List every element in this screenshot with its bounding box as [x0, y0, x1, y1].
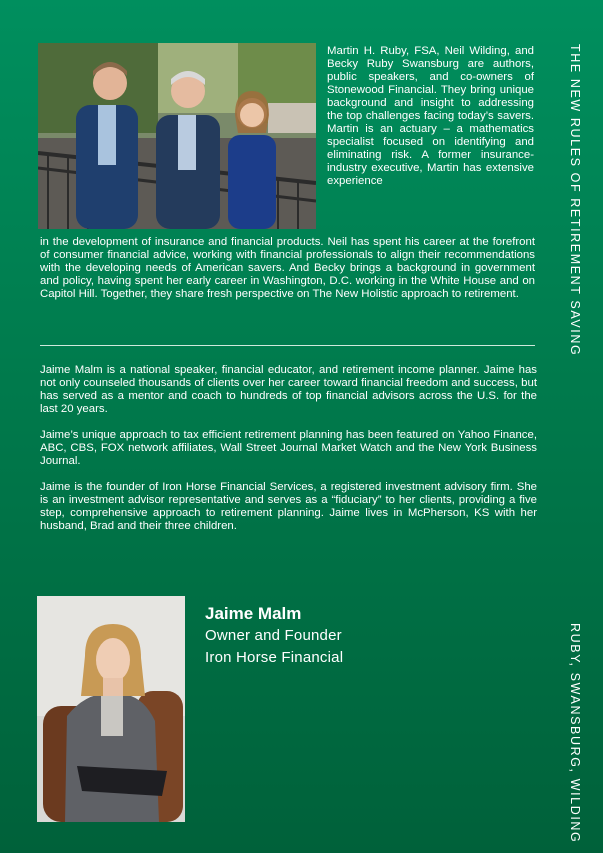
authors-bio-continued: in the development of insurance and financial products. Neil has spent his career at the forefront of consumer financial advice, working with financial professionals to align their recommendations with the developing needs of American savers. And Becky brings a background in government and policy, having spent her early career in Washington, D.C. working in the White House and on Capitol Hill. Together, they share fresh perspective on The New Holistic approach to retirement. — [40, 236, 535, 301]
jaime-malm-portrait — [37, 596, 185, 822]
bio-paragraph-2: Jaime’s unique approach to tax efficient retirement planning has been featured on Yahoo Finance, ABC, CBS, FOX network affiliates, Wall Street Journal Market Watch and the New York Business Journal. — [40, 429, 537, 468]
author-name: Jaime Malm — [205, 604, 302, 623]
author-name-block — [205, 603, 343, 669]
authors-bio-intro: Martin H. Ruby, FSA, Neil Wilding, and Becky Ruby Swansburg are authors, public speakers, and co-owners of Stonewood Financial. They bring unique background and insight to addressing the top challenges facing today’s savers. Martin is an actuary – a mathematics specialist focused on identifying and eliminating risk. A former insurance-industry executive, Martin has extensive experience — [327, 45, 534, 188]
bio-paragraph-1: Jaime Malm is a national speaker, financial educator, and retirement income planner. Jaime has not only counseled thousands of clients over her career toward financial freedom and success, but has served as a mentor and coach to hundreds of top financial advisors across the U.S. for the last 20 years. — [40, 364, 537, 416]
jaime-malm-bio — [40, 364, 537, 547]
author-role: Owner and Founder — [205, 627, 342, 644]
authors-team-photo — [38, 43, 316, 229]
bio-paragraph-3: Jaime is the founder of Iron Horse Financial Services, a registered investment advisory firm. She is an investment advisor representative and serves as a “fiduciary” to her clients, providing a five step, comprehensive approach to retirement planning. Jaime lives in McPherson, KS with her husband, Brad and their three children. — [40, 481, 537, 533]
spine-book-title: THE NEW RULES OF RETIREMENT SAVING — [568, 44, 582, 357]
author-company: Iron Horse Financial — [205, 649, 344, 666]
spine-author-names: RUBY, SWANSBURG, WILDING — [568, 623, 582, 844]
section-divider — [40, 345, 535, 346]
